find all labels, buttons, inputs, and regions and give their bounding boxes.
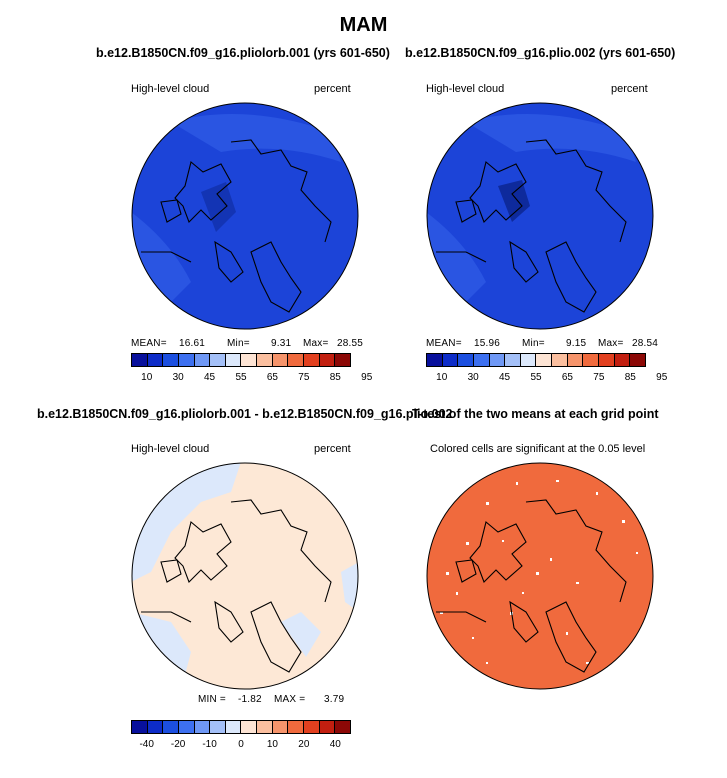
panel1-units: percent [314,83,351,95]
panel2-max-value: 28.54 [632,338,659,349]
colorbar-swatch [521,354,537,366]
colorbar-swatch [179,354,195,366]
panel3-max-value: 3.79 [324,694,345,705]
colorbar-swatch [505,354,521,366]
colorbar-swatch [226,354,242,366]
colorbar-swatch [148,721,164,733]
panel4-polar-map [426,462,654,690]
colorbar-tick-label: -10 [202,739,217,750]
colorbar-swatch [241,354,257,366]
panel1-max-label: Max= [303,338,329,349]
colorbar-tick-label: -40 [139,739,154,750]
colorbar-swatch [163,721,179,733]
colorbar-swatch [583,354,599,366]
colorbar-swatch [210,721,226,733]
panel3-min-label: MIN = [198,694,226,705]
panel3-max-label: MAX = [274,694,306,705]
colorbar-swatch [320,721,336,733]
panel4-title: T-test of the two means at each grid point [412,407,659,421]
panel2-stats [426,338,659,352]
panel2-left-label: High-level cloud [426,83,505,95]
panel1-title: b.e12.B1850CN.f09_g16.pliolorb.001 (yrs 601-650) [96,46,390,60]
panel1-min-value: 9.31 [271,338,292,349]
panel2-title: b.e12.B1850CN.f09_g16.plio.002 (yrs 601-650) [405,46,676,60]
panel3-stats [198,694,358,708]
panel1-max-value: 28.55 [337,338,364,349]
colorbar-swatch [458,354,474,366]
panel2-min-label: Min= [522,338,545,349]
panel1-left-label: High-level cloud [131,83,210,95]
colorbar-tick-label: 55 [530,372,542,383]
colorbar-swatch [599,354,615,366]
colorbar-swatch [568,354,584,366]
panel2-colorbar-ticks [426,372,668,386]
panel3-polar-map [131,462,359,690]
panel3-title: b.e12.B1850CN.f09_g16.pliolorb.001 - b.e12.B1850CN.f09_g16.plio.002 [37,407,453,421]
panel1-colorbar-ticks [131,372,373,386]
colorbar-swatch [132,721,148,733]
panel1-mean-label: MEAN= [131,338,167,349]
colorbar-swatch [195,721,211,733]
colorbar-tick-label: 45 [204,372,216,383]
colorbar-tick-label: 55 [235,372,247,383]
colorbar-tick-label: 20 [298,739,310,750]
colorbar-tick-label: 30 [467,372,479,383]
colorbar-swatch [132,354,148,366]
colorbar-tick-label: 85 [624,372,636,383]
colorbar-tick-label: 10 [266,739,278,750]
colorbar-tick-label: 85 [329,372,341,383]
colorbar-swatch [536,354,552,366]
colorbar-swatch [443,354,459,366]
panel2-min-value: 9.15 [566,338,587,349]
colorbar-tick-label: 0 [238,739,244,750]
colorbar-swatch [320,354,336,366]
panel2-mean-value: 15.96 [474,338,501,349]
colorbar-swatch [195,354,211,366]
colorbar-tick-label: 75 [593,372,605,383]
colorbar-swatch [615,354,631,366]
panel2-colorbar [426,353,646,367]
panel3-colorbar-ticks [131,739,351,753]
panel2-max-label: Max= [598,338,624,349]
panel3-min-value: -1.82 [238,694,262,705]
colorbar-swatch [490,354,506,366]
colorbar-swatch [335,721,350,733]
colorbar-swatch [273,721,289,733]
colorbar-swatch [179,721,195,733]
colorbar-tick-label: 45 [499,372,511,383]
colorbar-swatch [304,354,320,366]
colorbar-swatch [257,721,273,733]
colorbar-tick-label: 10 [141,372,153,383]
colorbar-swatch [630,354,645,366]
panel1-polar-map [131,102,359,330]
colorbar-swatch [210,354,226,366]
panel1-colorbar [131,353,351,367]
colorbar-swatch [241,721,257,733]
panel1-stats [131,338,364,352]
colorbar-swatch [273,354,289,366]
colorbar-swatch [288,354,304,366]
colorbar-swatch [257,354,273,366]
colorbar-tick-label: 95 [361,372,373,383]
colorbar-tick-label: 65 [561,372,573,383]
panel3-colorbar [131,720,351,734]
panel2-polar-map [426,102,654,330]
panel1-mean-value: 16.61 [179,338,206,349]
colorbar-swatch [552,354,568,366]
colorbar-tick-label: 10 [436,372,448,383]
panel3-left-label: High-level cloud [131,443,210,455]
colorbar-tick-label: 65 [266,372,278,383]
panel2-units: percent [611,83,648,95]
panel2-mean-label: MEAN= [426,338,462,349]
colorbar-tick-label: -20 [170,739,186,750]
colorbar-swatch [474,354,490,366]
panel1-min-label: Min= [227,338,250,349]
panel4-left-label: Colored cells are significant at the 0.05 level [430,443,646,455]
colorbar-swatch [288,721,304,733]
colorbar-tick-label: 95 [656,372,668,383]
figure-title: MAM [339,14,388,36]
colorbar-swatch [304,721,320,733]
panel3-units: percent [314,443,351,455]
colorbar-tick-label: 40 [329,739,341,750]
colorbar-swatch [163,354,179,366]
colorbar-swatch [226,721,242,733]
colorbar-swatch [335,354,350,366]
colorbar-tick-label: 30 [172,372,184,383]
colorbar-swatch [148,354,164,366]
colorbar-swatch [427,354,443,366]
colorbar-tick-label: 75 [298,372,310,383]
